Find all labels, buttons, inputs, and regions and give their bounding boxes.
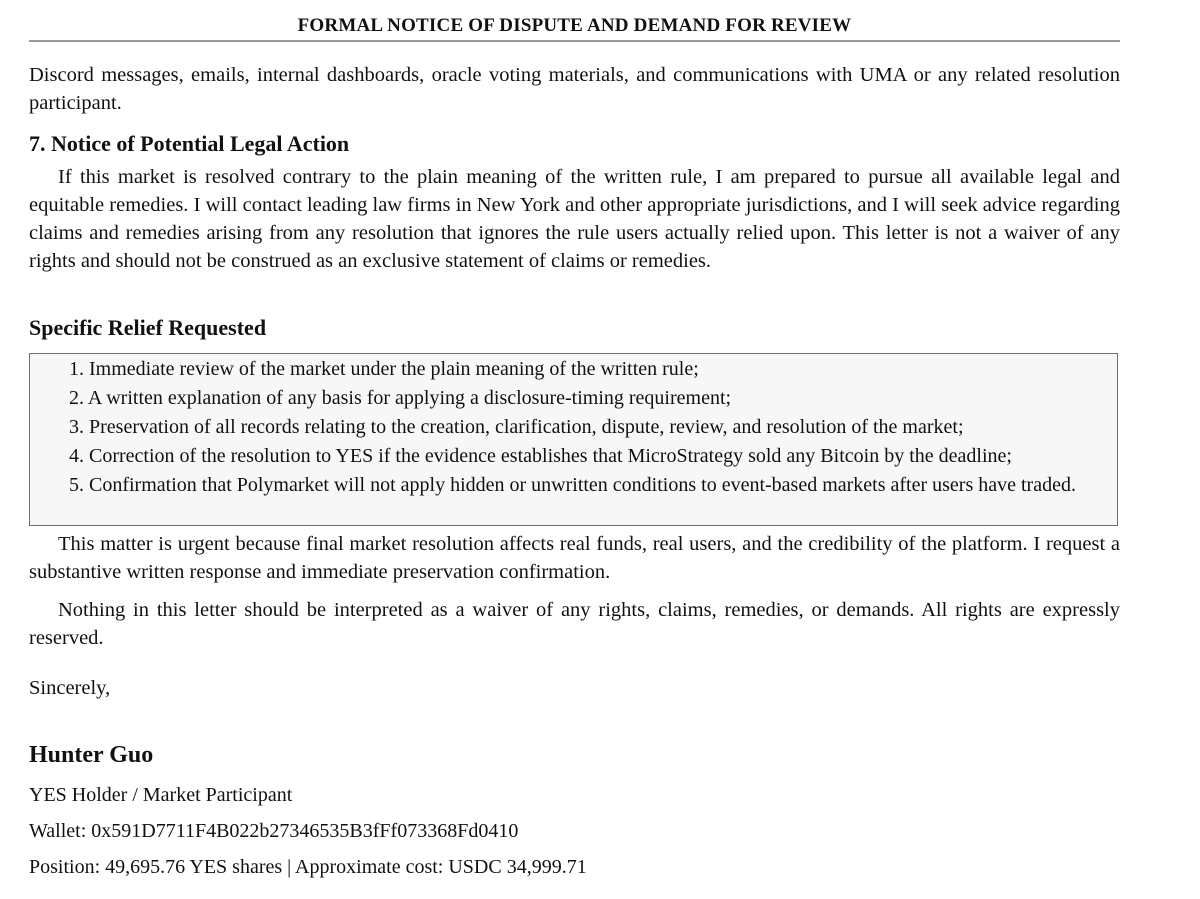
relief-item-4: 4. Correction of the resolution to YES if the evidence establishes that MicroStrategy sold any Bitcoin by the deadline; (69, 445, 1012, 467)
relief-item-3: 3. Preservation of all records relating to the creation, clarification, dispute, review, and resolution of the market; (69, 416, 964, 438)
section-7-body: If this market is resolved contrary to the plain meaning of the written rule, I am prepared to pursue all available legal and equitable remedies. I will contact leading law firms in New York and other appropriate jurisdictions, and I will seek advice regarding claims and remedies arising from any resolution that ignores the rule users actually relied upon. This letter is not a waiver of any rights and should not be construed as an exclusive statement of claims or remedies. (29, 166, 1120, 272)
relief-heading: Specific Relief Requested (29, 315, 267, 340)
relief-list (69, 356, 1105, 501)
salutation: Sincerely, (29, 677, 111, 699)
section-7-heading: 7. Notice of Potential Legal Action (29, 131, 350, 156)
header-divider (29, 40, 1120, 42)
reservation-paragraph: Nothing in this letter should be interpreted as a waiver of any rights, claims, remedies, or demands. All rights are expressly reserved. (29, 599, 1120, 649)
intro-paragraph: Discord messages, emails, internal dashboards, oracle voting materials, and communications with UMA or any related resolution participant. (29, 64, 1120, 114)
relief-item-5: 5. Confirmation that Polymarket will not apply hidden or unwritten conditions to event-based markets after users have traded. (69, 474, 1076, 496)
relief-box (29, 353, 1118, 526)
document-header-title: FORMAL NOTICE OF DISPUTE AND DEMAND FOR REVIEW (297, 15, 852, 36)
relief-item-2: 2. A written explanation of any basis for applying a disclosure-timing requirement; (69, 387, 732, 409)
signer-wallet: Wallet: 0x591D7711F4B022b27346535B3fFf073368Fd0410 (29, 820, 519, 842)
signer-position: Position: 49,695.76 YES shares | Approximate cost: USDC 34,999.71 (29, 856, 587, 878)
signer-name: Hunter Guo (29, 742, 154, 768)
relief-item-1: 1. Immediate review of the market under the plain meaning of the written rule; (69, 358, 699, 380)
urgency-paragraph: This matter is urgent because final market resolution affects real funds, real users, and the credibility of the platform. I request a substantive written response and immediate preservation confirmation. (29, 533, 1120, 583)
signer-role: YES Holder / Market Participant (29, 784, 293, 806)
